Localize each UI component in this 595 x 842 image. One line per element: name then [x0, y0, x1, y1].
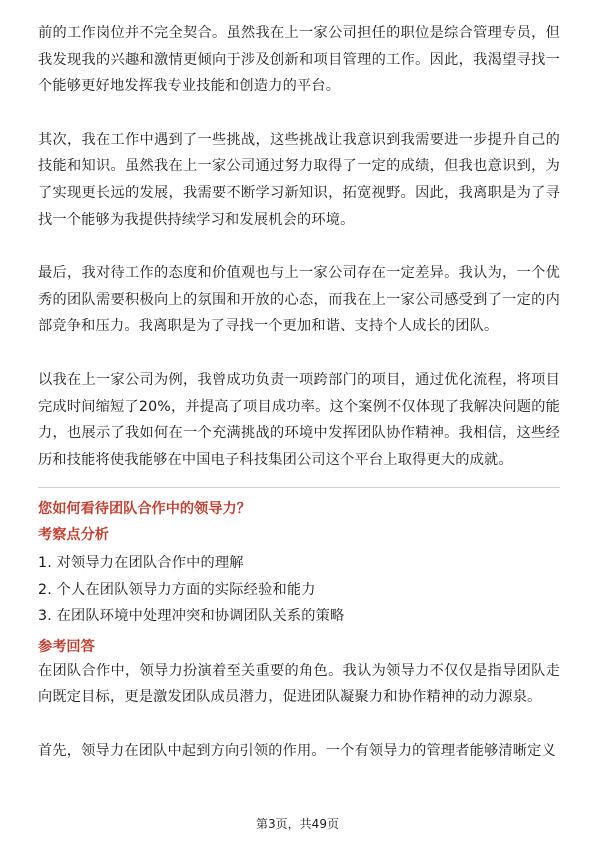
page-footer: 第3页，共49页 [256, 817, 339, 831]
answer-paragraph-2: 首先，领导力在团队中起到方向引领的作用。一个有领导力的管理者能够清晰定义 [38, 743, 556, 759]
analysis-point-1: 1. 对领导力在团队合作中的理解 [38, 555, 244, 572]
analysis-label: 考察点分析 [38, 527, 109, 544]
page-content [38, 20, 560, 765]
analysis-point-2: 2. 个人在团队领导力方面的实际经验和能力 [38, 581, 316, 598]
section-divider [38, 487, 560, 488]
answer-paragraph-1: 在团队合作中，领导力扮演着至关重要的角色。我认为领导力不仅仅是指导团队走向既定目标，更是激发团队成员潜力，促进团队凝聚力和协作精神的动力源泉。 [38, 662, 560, 706]
body-paragraph-1: 前的工作岗位并不完全契合。虽然我在上一家公司担任的职位是综合管理专员，但我发现我的兴趣和激情更倾向于涉及创新和项目管理的工作。因此，我渴望寻找一个能够更好地发挥我专业技能和创造力的平台。 [38, 25, 560, 95]
body-paragraph-4: 以我在上一家公司为例，我曾成功负责一项跨部门的项目，通过优化流程，将项目完成时间缩短了20%，并提高了项目成功率。这个案例不仅体现了我解决问题的能力，也展示了我如何在一个充满挑战的环境中发挥团队协作精神。我相信，这些经历和技能将使我能够在中国电子科技集团公司这个平台上取得更大的成就。 [38, 371, 560, 468]
body-paragraph-2: 其次，我在工作中遇到了一些挑战，这些挑战让我意识到我需要进一步提升自己的技能和知识。虽然我在上一家公司通过努力取得了一定的成绩，但我也意识到，为了实现更长远的发展，我需要不断学习新知识，拓宽视野。因此，我离职是为了寻找一个能够为我提供持续学习和发展机会的环境。 [38, 131, 560, 228]
question-heading: 您如何看待团队合作中的领导力？ [38, 501, 251, 518]
answer-label: 参考回答 [38, 638, 95, 655]
analysis-points-list [38, 550, 560, 630]
body-paragraph-3: 最后，我对待工作的态度和价值观也与上一家公司存在一定差异。我认为，一个优秀的团队需要积极向上的氛围和开放的心态，而我在上一家公司感受到了一定的内部竞争和压力。我离职是为了寻找一个更加和谐、支持个人成长的团队。 [38, 265, 560, 335]
analysis-point-3: 3. 在团队环境中处理冲突和协调团队关系的策略 [38, 608, 345, 625]
